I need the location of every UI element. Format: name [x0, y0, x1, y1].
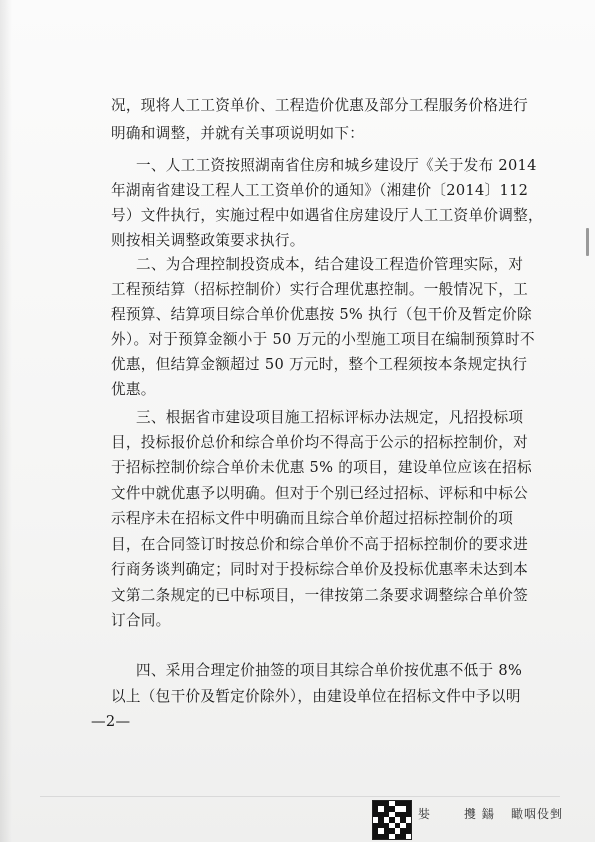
page-fold-shadow: [0, 0, 12, 842]
text-line: 三、根据省市建设项目施工招标评标办法规定，凡招投标项: [136, 409, 524, 426]
text-line: 文件中就优惠予以明确。但对于个别已经过招标、评标和中标公: [111, 485, 529, 502]
text-line: 优惠，但结算金额超过 50 万元时，整个工程须按本条规定执行: [111, 356, 528, 373]
text-line: 行商务谈判确定；同时对于投标综合单价及投标优惠率未达到本: [111, 561, 529, 578]
scan-mark: [586, 228, 589, 256]
footer-stamp-text: 娤: [418, 807, 432, 821]
text-line: 目，在合同签订时按总价和综合单价不高于招标控制价的要求进: [111, 536, 529, 553]
text-line: 四、采用合理定价抽签的项目其综合单价按优惠不低于 8%: [136, 662, 523, 679]
text-line: 程预算、结算项目综合单价优惠按 5% 执行（包干价及暂定价除: [111, 306, 532, 323]
text-line: 以上（包干价及暂定价除外），由建设单位在招标文件中予以明: [111, 688, 521, 705]
footer-divider: [40, 796, 560, 797]
text-line: 则按相关调整政策要求执行。: [111, 232, 305, 249]
text-line: 一、人工工资按照湖南省住房和城乡建设厅《关于发布 2014: [136, 157, 537, 174]
page-number: —2—: [91, 713, 131, 730]
text-line: 订合同。: [111, 612, 171, 629]
text-line: 明确和调整，并就有关事项说明如下：: [111, 125, 365, 142]
text-line: 号）文件执行，实施过程中如遇省住房建设厅人工工资单价调整，: [111, 207, 543, 224]
footer-stamp-text: 瞰咽伇剉: [511, 807, 564, 821]
footer-stamp-text: 㩳 鐋: [464, 807, 495, 821]
qr-code-icon: [372, 800, 412, 840]
text-line: 外）。对于预算金额小于 50 万元的小型施工项目在编制预算时不: [111, 331, 535, 348]
text-line: 示程序未在招标文件中明确而且综合单价超过招标控制价的项: [111, 510, 514, 527]
text-line: 年湖南省建设工程人工工资单价的通知》（湘建价〔2014〕112: [111, 182, 529, 199]
text-line: 况，现将人工工资单价、工程造价优惠及部分工程服务价格进行: [111, 97, 529, 114]
text-line: 二、为合理控制投资成本，结合建设工程造价管理实际，对: [136, 256, 524, 273]
text-line: 于招标控制价综合单价未优惠 5% 的项目，建设单位应该在招标: [111, 459, 532, 476]
text-line: 目，投标报价总价和综合单价均不得高于公示的招标控制价，对: [111, 434, 529, 451]
text-line: 优惠。: [111, 381, 156, 398]
text-line: 文第二条规定的已中标项目，一律按第二条要求调整综合单价签: [111, 587, 529, 604]
text-line: 工程预结算（招标控制价）实行合理优惠控制。一般情况下，工: [111, 281, 529, 298]
